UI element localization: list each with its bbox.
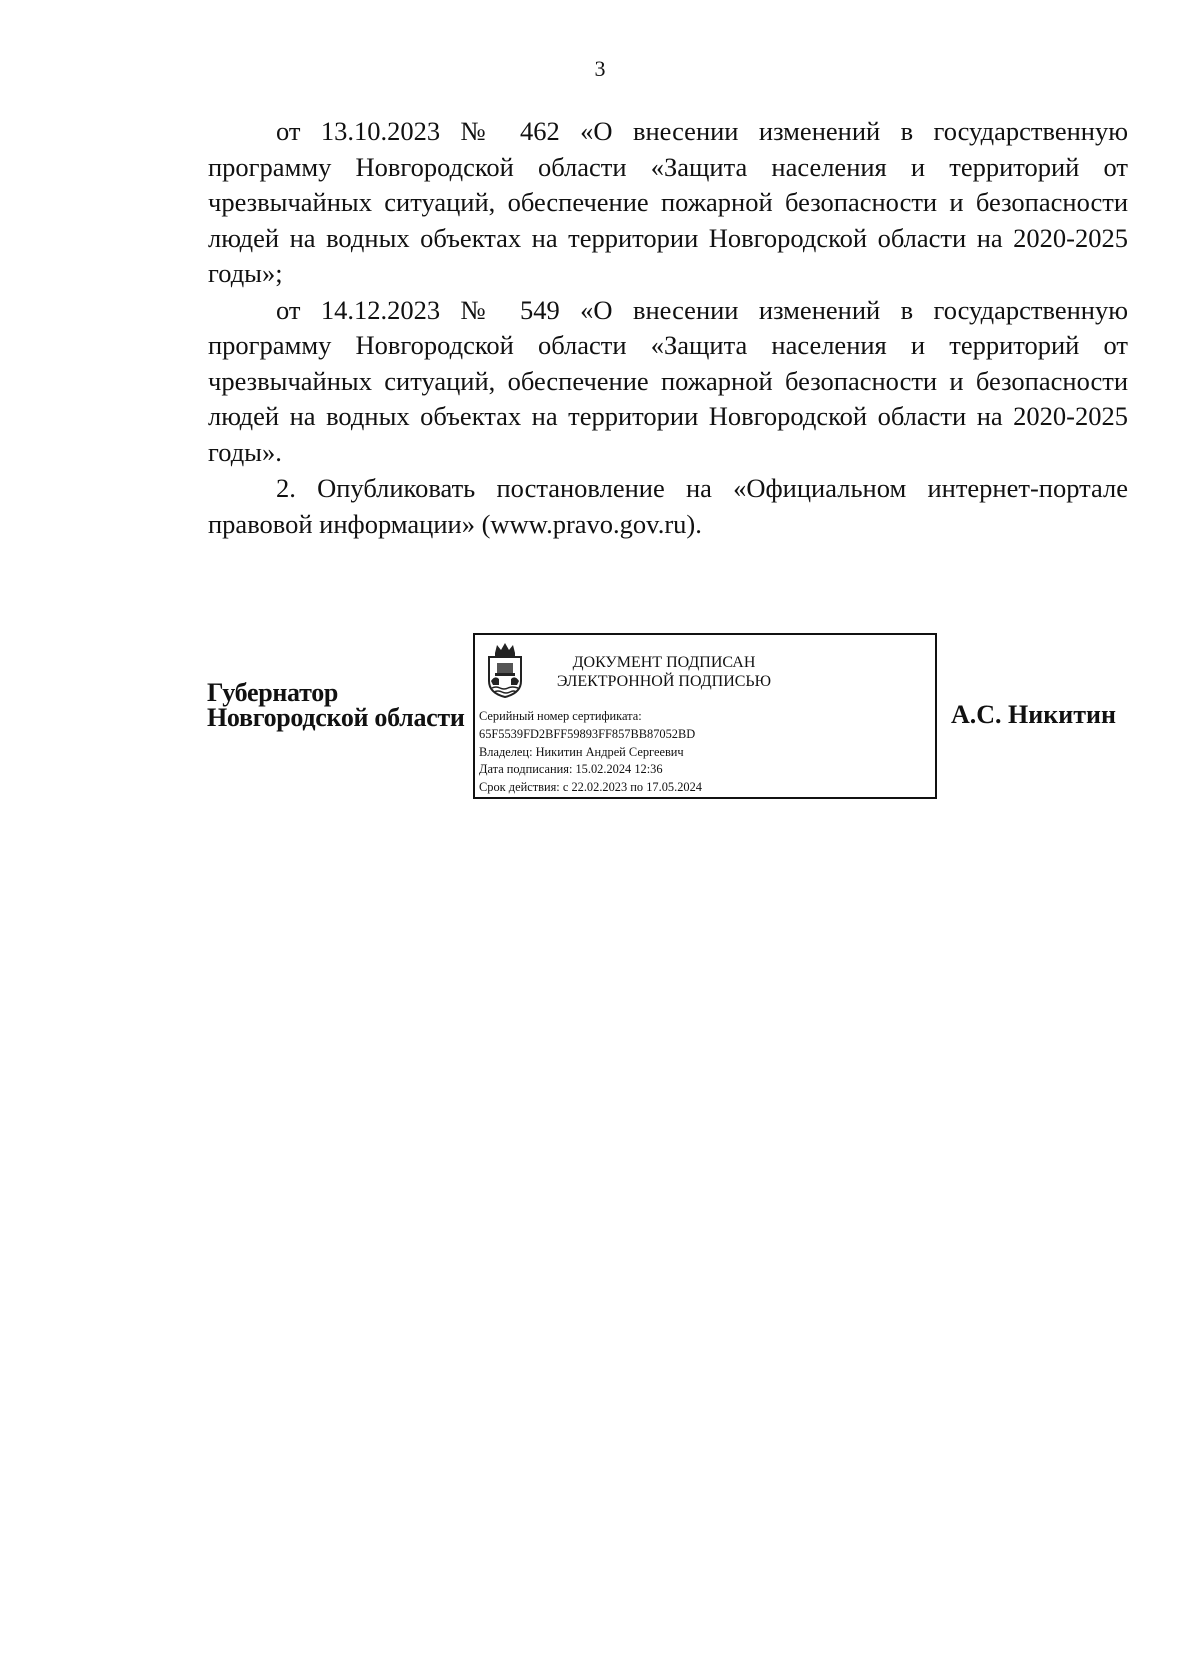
signer-title-line2: Новгородской области <box>207 703 465 732</box>
signing-date: Дата подписания: 15.02.2024 12:36 <box>479 762 663 777</box>
stamp-heading <box>549 653 779 691</box>
paragraph-amendment-549: от 14.12.2023 № 549 «О внесении изменений в государственную программу Новгородской области «Защита населения и территорий от чрезвычайных ситуаций, обеспечение пожарной безопасности и безопасности людей на водных объектах на территории Новгородской области на 2020-2025 годы». <box>208 294 1128 467</box>
signature-block <box>0 0 1200 820</box>
certificate-serial-value: 65F5539FD2BFF59893FF857BB87052BD <box>479 726 696 741</box>
signer-title <box>207 680 465 730</box>
paragraph-amendment-462: от 13.10.2023 № 462 «О внесении изменений в государственную программу Новгородской области «Защита населения и территорий от чрезвычайных ситуаций, обеспечение пожарной безопасности и безопасности людей на водных объектах на территории Новгородской области на 2020-2025 годы»; <box>208 116 1128 288</box>
electronic-signature-stamp <box>473 633 937 799</box>
signer-name: А.С. Никитин <box>951 700 1116 729</box>
paragraph-publish: 2. Опубликовать постановление на «Официальном интернет-портале правовой информации» (www.pravo.gov.ru). <box>208 473 1128 539</box>
certificate-validity: Срок действия: с 22.02.2023 по 17.05.2024 <box>479 780 702 795</box>
certificate-owner: Владелец: Никитин Андрей Сергеевич <box>479 744 684 759</box>
page-number: 3 <box>594 56 606 81</box>
stamp-heading-line2: ЭЛЕКТРОННОЙ ПОДПИСЬЮ <box>556 673 772 690</box>
stamp-heading-line1: ДОКУМЕНТ ПОДПИСАН <box>572 654 756 671</box>
signer-title-line1: Губернатор <box>207 678 339 707</box>
coat-of-arms-icon <box>483 641 527 699</box>
certificate-serial-label: Серийный номер сертификата: <box>479 709 642 723</box>
stamp-details <box>479 708 919 797</box>
